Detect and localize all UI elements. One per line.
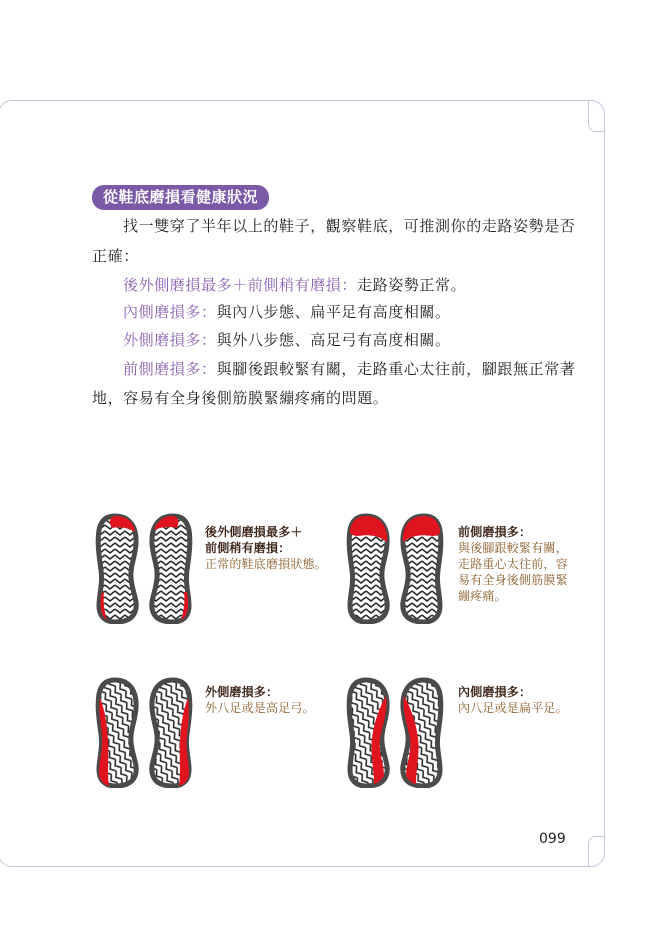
caption-title: 前側磨損多：	[458, 525, 532, 539]
right-sole	[152, 680, 190, 786]
caption-desc: 正常的鞋底磨損狀態。	[205, 557, 328, 571]
right-sole	[152, 516, 190, 622]
left-sole	[349, 680, 387, 786]
right-sole	[403, 680, 441, 786]
sole-diagram-front	[346, 512, 456, 624]
frame-corner-top	[588, 100, 605, 132]
left-sole	[98, 516, 136, 622]
caption-outer	[205, 684, 315, 716]
caption-title: 前側稍有磨損：	[205, 541, 291, 555]
left-sole	[98, 680, 136, 786]
section-title: 從鞋底磨損看健康狀況	[92, 185, 269, 210]
item-front-cont: 地，容易有全身後側筋膜緊繃疼痛的問題。	[92, 389, 389, 407]
item-term: 外側磨損多	[123, 331, 202, 349]
caption-title: 內側磨損多：	[458, 685, 532, 699]
item-term: 內側磨損多	[123, 303, 202, 321]
caption-desc: 外八足或是高足弓。	[205, 701, 315, 715]
item-front	[92, 354, 618, 384]
sole-diagram-outer	[95, 676, 205, 788]
item-normal	[92, 270, 618, 300]
caption-desc: 易有全身後側筋膜緊	[458, 573, 568, 587]
caption-normal	[205, 524, 327, 572]
item-inner	[92, 297, 618, 327]
caption-desc: 內八足或是扁平足。	[458, 701, 568, 715]
item-desc: 與內八步態、扁平足有高度相關。	[216, 303, 451, 321]
item-sep: ：	[201, 360, 217, 378]
caption-title: 外側磨損多：	[205, 685, 279, 699]
left-sole	[349, 516, 387, 622]
item-sep: ：	[341, 276, 358, 294]
item-sep: ：	[201, 303, 217, 321]
caption-desc: 走路重心太往前，容	[458, 557, 568, 571]
item-term: 後外側磨損最多＋前側稍有磨損	[123, 276, 342, 294]
page-number: 099	[539, 831, 566, 847]
frame-corner-bottom	[588, 836, 605, 867]
right-sole	[403, 516, 441, 622]
item-desc: 與腳後跟較緊有關，走路重心太往前，腳跟無正常著	[216, 360, 576, 378]
item-desc: 走路姿勢正常。	[357, 276, 467, 294]
intro-line-2: 正確：	[92, 247, 139, 265]
item-term: 前側磨損多	[123, 360, 202, 378]
caption-title: 後外側磨損最多＋	[205, 525, 303, 539]
item-outer	[92, 325, 618, 355]
item-sep: ：	[201, 331, 217, 349]
caption-desc: 與後腳跟較緊有關，	[458, 541, 568, 555]
caption-front	[458, 524, 568, 604]
sole-diagram-normal	[95, 512, 205, 624]
sole-diagram-inner	[346, 676, 456, 788]
caption-inner	[458, 684, 568, 716]
intro-line-1: 找一雙穿了半年以上的鞋子，觀察鞋底，可推測你的走路姿勢是否	[123, 217, 576, 235]
caption-desc: 繃疼痛。	[458, 589, 507, 603]
item-desc: 與外八步態、高足弓有高度相關。	[216, 331, 451, 349]
